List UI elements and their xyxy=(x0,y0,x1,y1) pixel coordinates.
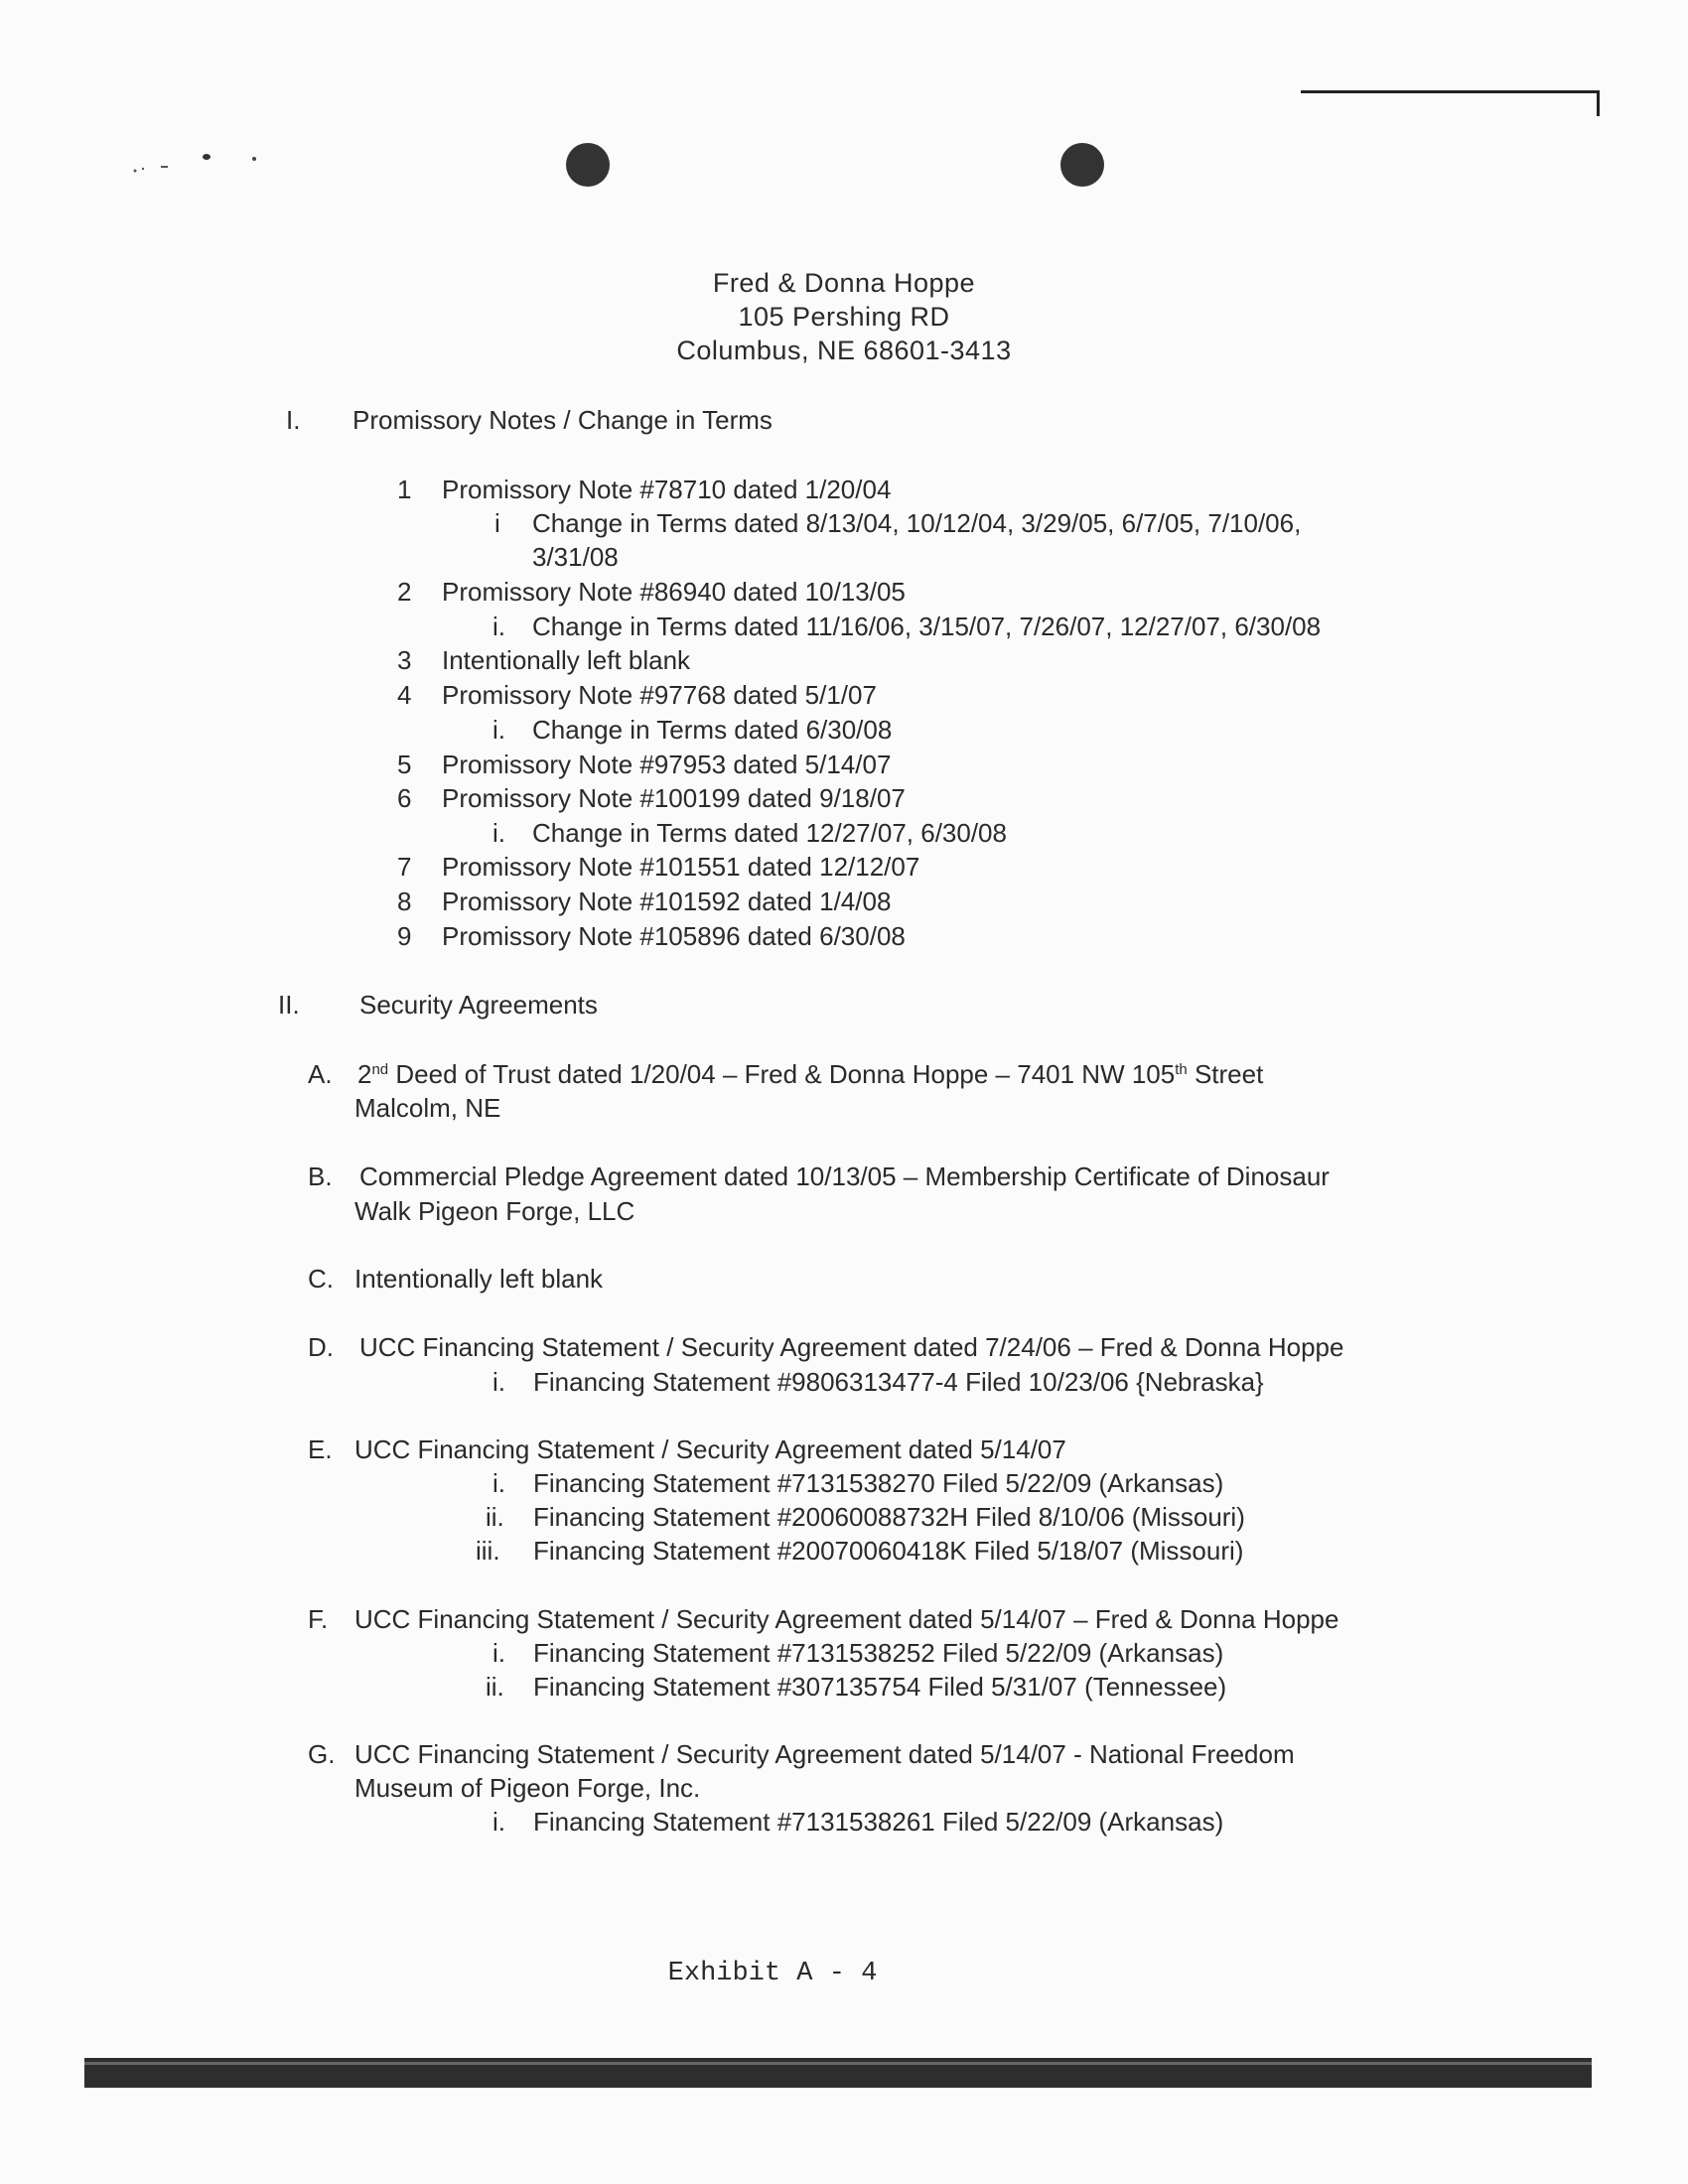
sub-numeral: i xyxy=(494,508,500,538)
section-1-numeral: I. xyxy=(286,405,301,435)
note-text: Promissory Note #97768 dated 5/1/07 xyxy=(442,680,877,710)
agreement-d-line1: UCC Financing Statement / Security Agreement dated 7/24/06 – Fred & Donna Hoppe xyxy=(359,1332,1344,1362)
note-text: Promissory Note #100199 dated 9/18/07 xyxy=(442,783,906,813)
agreement-b-line1: Commercial Pledge Agreement dated 10/13/05 – Membership Certificate of Dinosaur xyxy=(359,1161,1330,1191)
header-city: Columbus, NE 68601-3413 xyxy=(676,336,1012,365)
scan-specks xyxy=(127,149,266,179)
punch-hole-right xyxy=(1060,143,1104,187)
financing-statement: Financing Statement #20060088732H Filed 8/10/06 (Missouri) xyxy=(533,1502,1245,1532)
header-name: Fred & Donna Hoppe xyxy=(712,268,976,298)
note-text: Promissory Note #105896 dated 6/30/08 xyxy=(442,921,906,951)
financing-statement: Financing Statement #7131538252 Filed 5/22/09 (Arkansas) xyxy=(533,1638,1224,1668)
agreement-a-line2: Malcolm, NE xyxy=(354,1093,501,1123)
scan-bottom-bar-highlight xyxy=(84,2062,1592,2065)
note-number: 2 xyxy=(397,577,412,607)
financing-sub-numeral: ii. xyxy=(486,1672,504,1702)
agreement-d-letter: D. xyxy=(308,1332,334,1362)
sub-numeral: i. xyxy=(492,818,505,848)
agreement-e-line1: UCC Financing Statement / Security Agreement dated 5/14/07 xyxy=(354,1434,1066,1464)
financing-statement: Financing Statement #20070060418K Filed 5/18/07 (Missouri) xyxy=(533,1536,1244,1566)
scan-top-line xyxy=(1301,90,1599,93)
change-terms-text: Change in Terms dated 6/30/08 xyxy=(532,715,893,745)
agreement-g-letter: G. xyxy=(308,1739,336,1769)
agreement-a-letter: A. xyxy=(308,1059,333,1089)
agreement-f-line1: UCC Financing Statement / Security Agreement dated 5/14/07 – Fred & Donna Hoppe xyxy=(354,1604,1339,1634)
financing-sub-numeral: i. xyxy=(492,1367,505,1397)
note-number: 1 xyxy=(397,475,412,504)
agreement-b-letter: B. xyxy=(308,1161,333,1191)
change-terms-text: Change in Terms dated 8/13/04, 10/12/04, 3/29/05, 6/7/05, 7/10/06, xyxy=(532,508,1302,538)
financing-sub-numeral: i. xyxy=(492,1638,505,1668)
financing-statement: Financing Statement #7131538261 Filed 5/22/09 (Arkansas) xyxy=(533,1807,1224,1837)
financing-sub-numeral: i. xyxy=(492,1807,505,1837)
financing-statement: Financing Statement #307135754 Filed 5/31/07 (Tennessee) xyxy=(533,1672,1227,1702)
financing-statement: Financing Statement #9806313477-4 Filed 10/23/06 {Nebraska} xyxy=(533,1367,1264,1397)
section-2-title: Security Agreements xyxy=(359,990,598,1020)
note-number: 7 xyxy=(397,852,412,882)
agreement-c-line1: Intentionally left blank xyxy=(354,1264,604,1294)
note-text: Promissory Note #101551 dated 12/12/07 xyxy=(442,852,920,882)
note-number: 3 xyxy=(397,645,412,675)
sub-numeral: i. xyxy=(492,715,505,745)
agreement-g-line1: UCC Financing Statement / Security Agreement dated 5/14/07 - National Freedom xyxy=(354,1739,1295,1769)
note-text: Promissory Note #86940 dated 10/13/05 xyxy=(442,577,906,607)
exhibit-label: Exhibit A - 4 xyxy=(667,1959,878,1988)
note-number: 5 xyxy=(397,750,412,779)
scan-top-line-tick xyxy=(1597,90,1600,116)
note-text: Promissory Note #97953 dated 5/14/07 xyxy=(442,750,892,779)
financing-statement: Financing Statement #7131538270 Filed 5/22/09 (Arkansas) xyxy=(533,1468,1224,1498)
change-terms-text: Change in Terms dated 11/16/06, 3/15/07, 7/26/07, 12/27/07, 6/30/08 xyxy=(532,612,1322,641)
agreement-g-line2: Museum of Pigeon Forge, Inc. xyxy=(354,1773,701,1803)
financing-sub-numeral: ii. xyxy=(486,1502,504,1532)
agreement-b-line2: Walk Pigeon Forge, LLC xyxy=(354,1196,635,1226)
change-terms-continuation: 3/31/08 xyxy=(532,542,619,572)
header-street: 105 Pershing RD xyxy=(738,302,950,332)
agreement-e-letter: E. xyxy=(308,1434,333,1464)
note-number: 9 xyxy=(397,921,412,951)
note-number: 8 xyxy=(397,887,412,916)
note-number: 4 xyxy=(397,680,412,710)
agreement-c-letter: C. xyxy=(308,1264,334,1294)
note-number: 6 xyxy=(397,783,412,813)
section-2-numeral: II. xyxy=(278,990,300,1020)
agreement-f-letter: F. xyxy=(308,1604,329,1634)
note-text: Intentionally left blank xyxy=(442,645,691,675)
punch-hole-left xyxy=(566,143,610,187)
change-terms-text: Change in Terms dated 12/27/07, 6/30/08 xyxy=(532,818,1007,848)
note-text: Promissory Note #101592 dated 1/4/08 xyxy=(442,887,892,916)
section-1-title: Promissory Notes / Change in Terms xyxy=(352,405,773,435)
financing-sub-numeral: iii. xyxy=(476,1536,500,1566)
note-text: Promissory Note #78710 dated 1/20/04 xyxy=(442,475,892,504)
financing-sub-numeral: i. xyxy=(492,1468,505,1498)
agreement-a-line1: 2nd Deed of Trust dated 1/20/04 – Fred & Donna Hoppe – 7401 NW 105th Street xyxy=(357,1059,1264,1089)
sub-numeral: i. xyxy=(492,612,505,641)
